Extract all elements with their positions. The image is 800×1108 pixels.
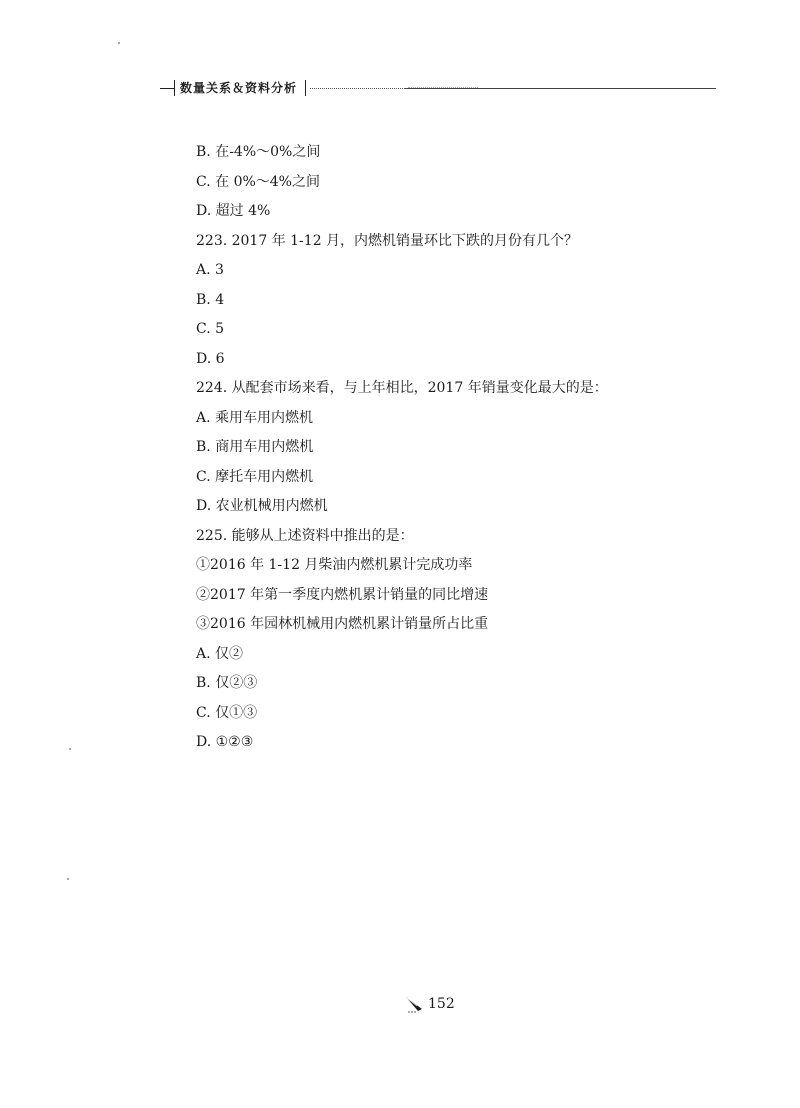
header-rule [405,88,716,89]
q225-option-c: C. 仅①③ [196,704,258,721]
q225-option-a: A. 仅② [196,645,244,662]
question-content [196,138,716,758]
q223-option-a: A. 3 [196,262,224,278]
scan-speck [118,42,120,44]
header-bar-right [305,80,306,96]
header-lead-line [160,88,174,89]
header-title: 数量关系＆资料分析 [180,81,298,95]
q224-option-a: A. 乘用车用内燃机 [196,409,314,426]
q225-option-b: B. 仅②③ [196,675,258,691]
q223-option-c: C. 5 [196,321,225,337]
header-specks [408,87,478,88]
question-223: 223. 2017 年 1-12 月，内燃机销量环比下跌的月份有几个？ [196,232,579,249]
scan-speck [69,748,71,750]
option-d-line: D. 超过 4% [196,203,271,219]
q224-option-b: B. 商用车用内燃机 [196,439,314,455]
q225-option-d: D. ①②③ [196,734,254,750]
option-b-line: B. 在-4%～0%之间 [196,144,321,160]
question-224: 224. 从配套市场来看，与上年相比，2017 年销量变化最大的是： [196,380,608,396]
header-dotted-line [310,88,405,89]
q225-statement-3: ③2016 年园林机械用内燃机累计销量所占比重 [196,616,489,632]
running-header [160,78,716,98]
option-c-line: C. 在 0%～4%之间 [196,173,320,190]
q224-option-d: D. 农业机械用内燃机 [196,498,328,514]
q225-statement-1: ①2016 年 1-12 月柴油内燃机累计完成功率 [196,557,473,573]
page-footer [405,992,455,1016]
q223-option-d: D. 6 [196,350,225,367]
question-225: 225. 能够从上述资料中推出的是： [196,527,414,544]
q225-statement-2: ②2017 年第一季度内燃机累计销量的同比增速 [196,586,489,603]
header-bar-left [174,80,175,96]
feather-quill-icon [405,994,428,1014]
scan-speck [67,878,69,880]
q223-option-b: B. 4 [196,291,225,308]
page-number: 152 [428,996,455,1012]
q224-option-c: C. 摩托车用内燃机 [196,468,314,485]
